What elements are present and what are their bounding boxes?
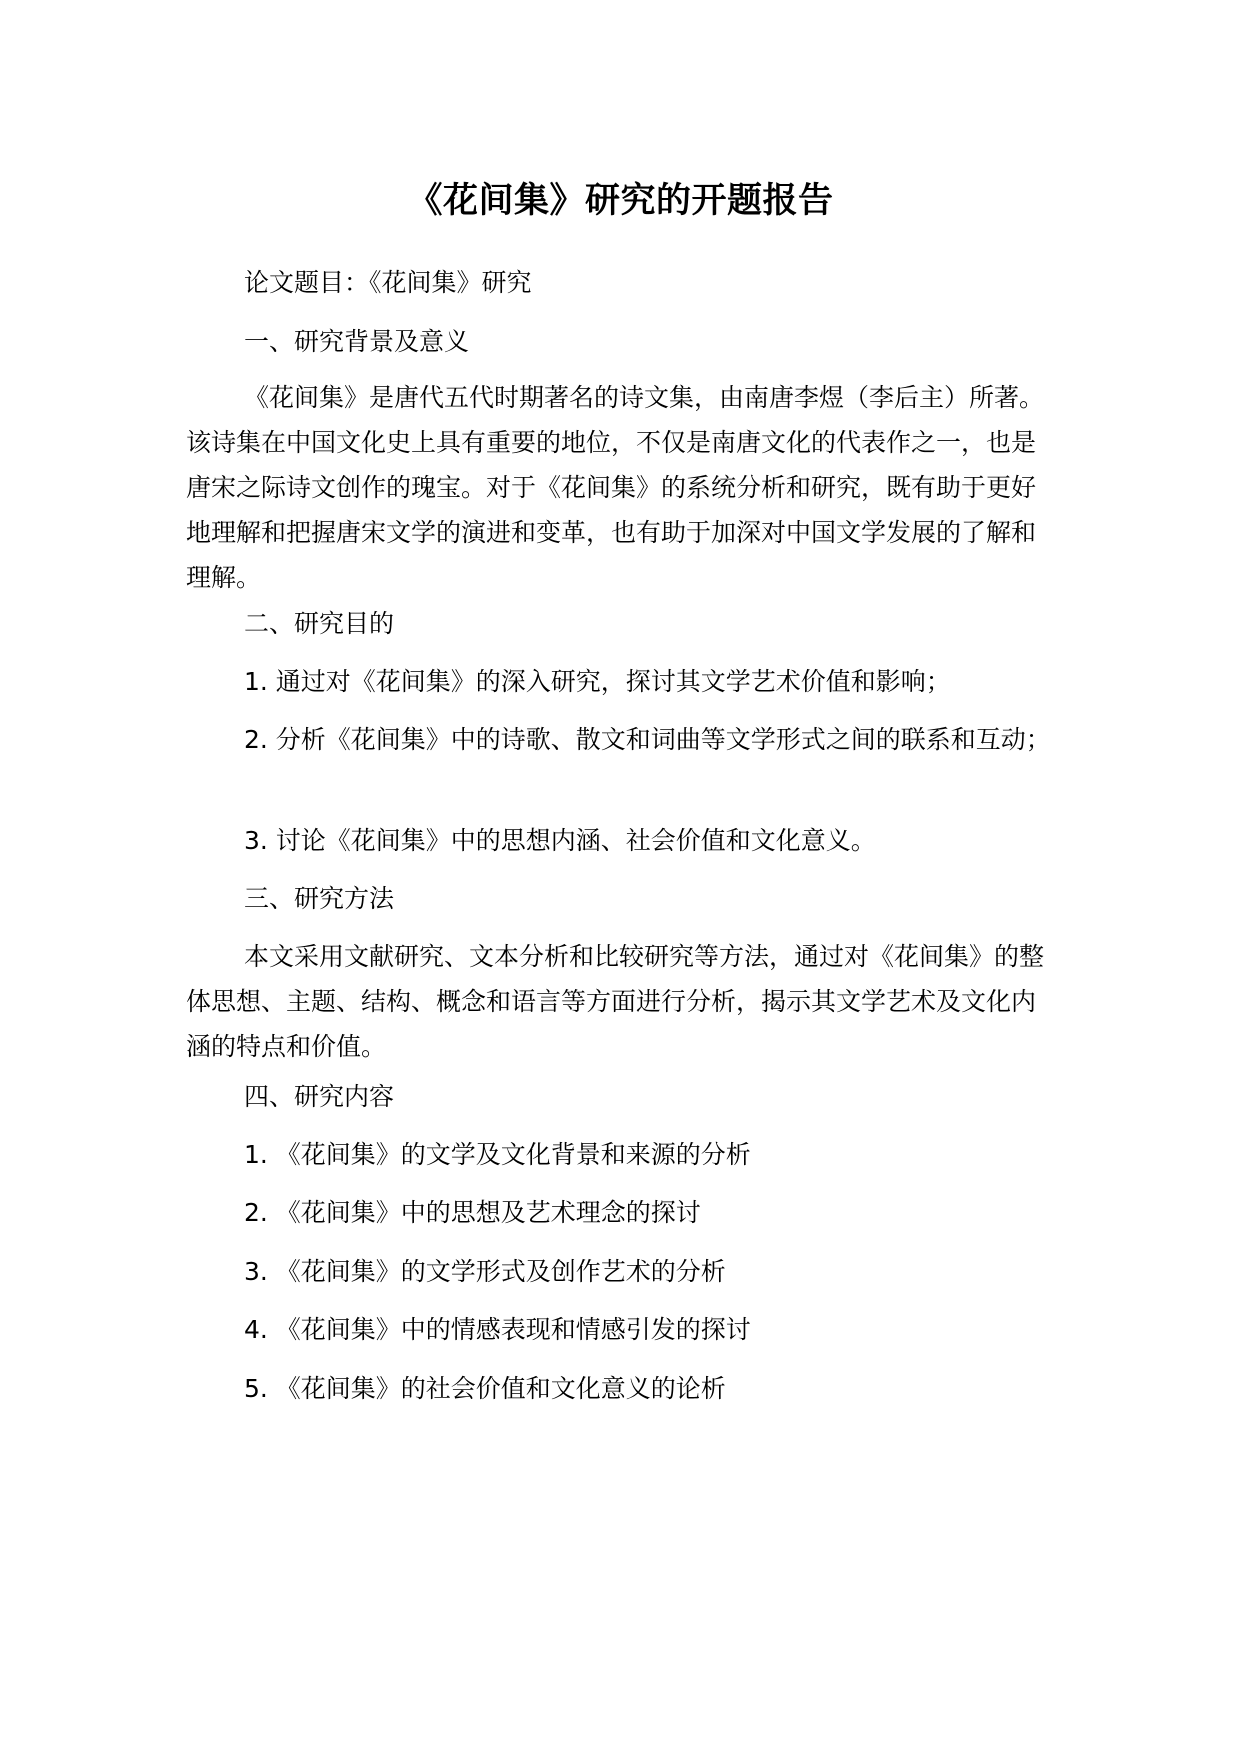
background-paragraph: 《花间集》是唐代五代时期著名的诗文集，由南唐李煜（李后主）所著。该诗集在中国文化史上具有重要的地位，不仅是南唐文化的代表作之一，也是唐宋之际诗文创作的瑰宝。对于《花间集》的系统分析和研究，既有助于更好地理解和把握唐宋文学的演进和变革，也有助于加深对中国文学发展的了解和理解。 (186, 383, 1045, 592)
content-item-4: 4. 《花间集》中的情感表现和情感引发的探讨 (244, 1315, 751, 1344)
section-heading-method: 三、研究方法 (244, 884, 395, 913)
document-title: 《花间集》研究的开题报告 (407, 181, 834, 221)
content-item-5: 5. 《花间集》的社会价值和文化意义的论析 (244, 1374, 726, 1403)
content-item-1: 1. 《花间集》的文学及文化背景和来源的分析 (244, 1140, 751, 1169)
purpose-item-1: 1. 通过对《花间集》的深入研究，探讨其文学艺术价值和影响； (244, 667, 951, 696)
section-heading-content: 四、研究内容 (244, 1082, 395, 1111)
section-heading-purpose: 二、研究目的 (244, 609, 395, 638)
thesis-topic: 论文题目：《花间集》研究 (244, 268, 532, 297)
section-heading-background: 一、研究背景及意义 (244, 327, 470, 356)
method-paragraph: 本文采用文献研究、文本分析和比较研究等方法，通过对《花间集》的整体思想、主题、结构、概念和语言等方面进行分析，揭示其文学艺术及文化内涵的特点和价值。 (186, 942, 1045, 1061)
purpose-item-3: 3. 讨论《花间集》中的思想内涵、社会价值和文化意义。 (244, 826, 876, 855)
content-item-3: 3. 《花间集》的文学形式及创作艺术的分析 (244, 1257, 726, 1286)
content-item-2: 2. 《花间集》中的思想及艺术理念的探讨 (244, 1198, 701, 1227)
purpose-item-2: 2. 分析《花间集》中的诗歌、散文和词曲等文学形式之间的联系和互动； (244, 725, 1051, 754)
